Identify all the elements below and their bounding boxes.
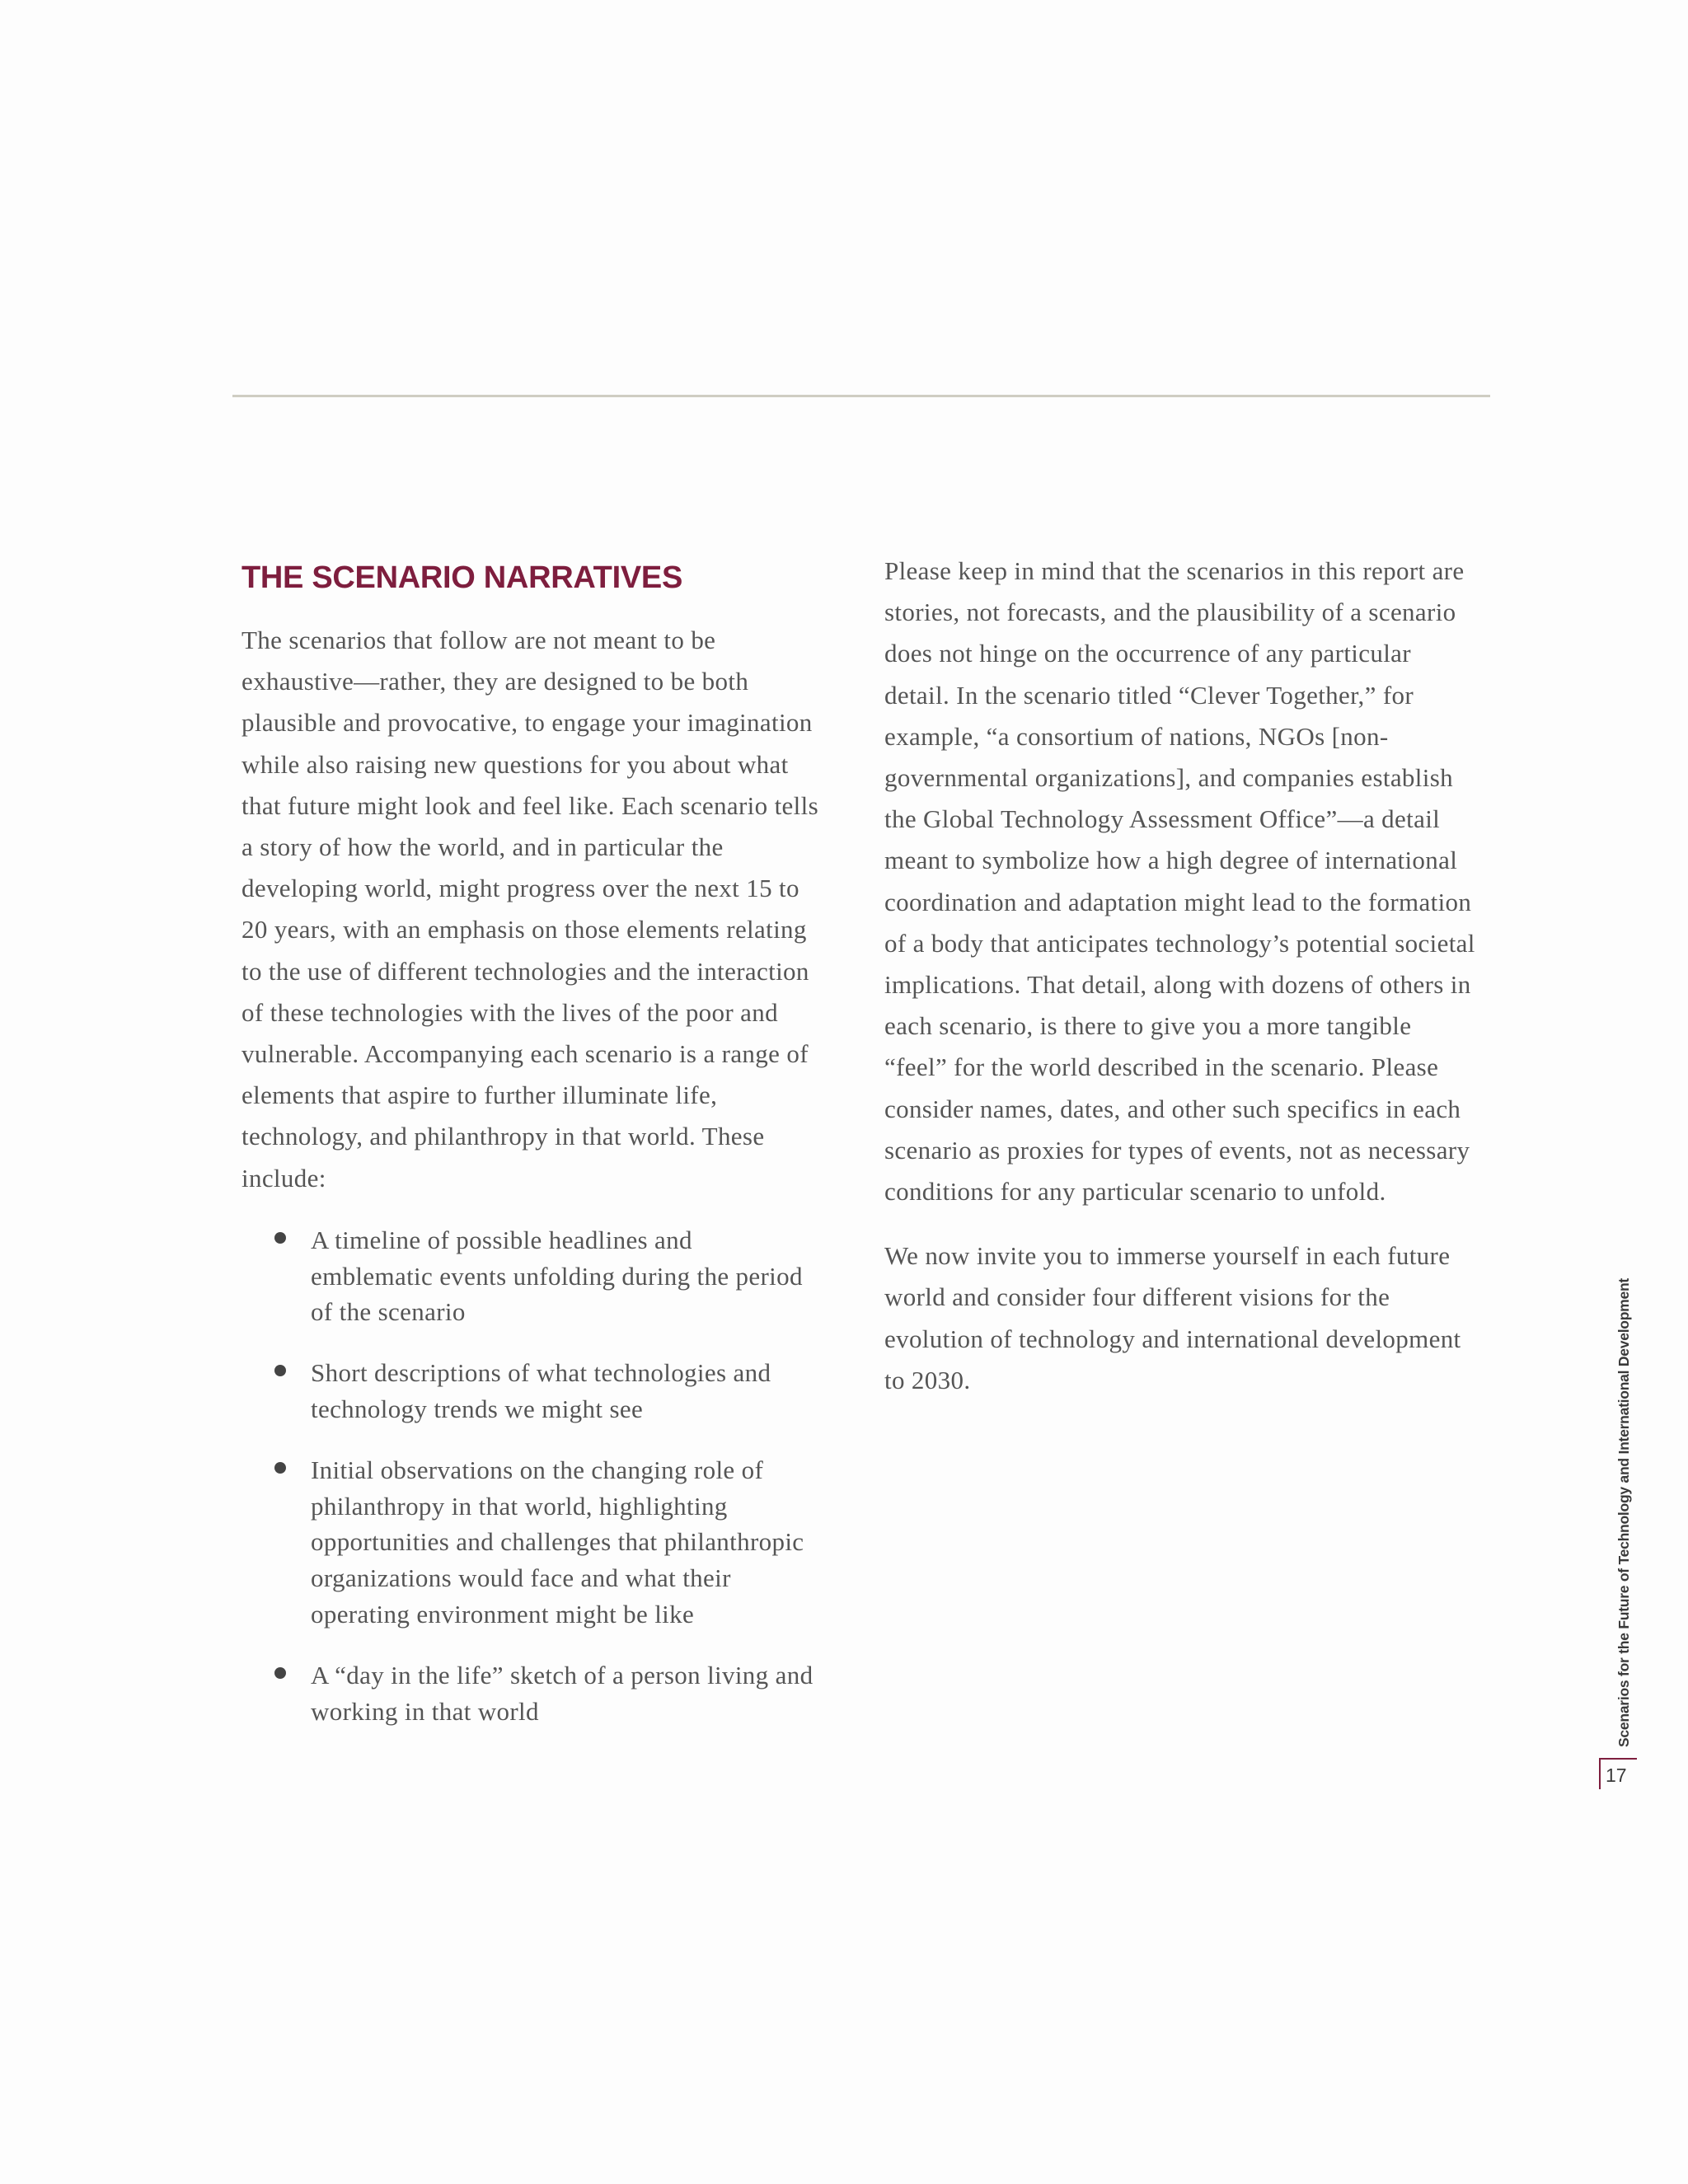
bullet-icon <box>274 1365 286 1376</box>
top-divider-rule <box>232 395 1490 397</box>
list-item-text: Initial observations on the changing role of philanthropy in that world, highlighting opportunities and challenges that philanthropic organizations would face and what their operating environment might be like <box>311 1455 804 1629</box>
bullet-icon <box>274 1462 286 1474</box>
elements-list <box>241 1222 818 1730</box>
intro-paragraph: The scenarios that follow are not meant to be exhaustive—rather, they are designed to be both plausible and provocative, to engage your imagination while also raising new questions for you about what that future might look and feel like. Each scenario tells a story of how the world, and in particular the developing world, might progress over the next 15 to 20 years, with an emphasis on those elements relating to the use of different technologies and the interaction of these technologies with the lives of the poor and vulnerable. Accompanying each scenario is a range of elements that aspire to further illuminate life, technology, and philanthropy in that world. These include: <box>241 626 818 1193</box>
page-number: 17 <box>1606 1765 1627 1786</box>
left-column <box>241 551 818 1754</box>
page-number-rule <box>1599 1758 1637 1760</box>
body-paragraph-1: Please keep in mind that the scenarios in this report are stories, not forecasts, and the plausibility of a scenario does not hinge on the occurrence of any particular detail. In the scenario titled “Clever Together,” for example, “a consortium of nations, NGOs [non-governmental organizations], and companies establish the Global Technology Assessment Office”—a detail meant to symbolize how a high degree of international coordination and adaptation might lead to the formation of a body that anticipates technology’s potential societal implications. That detail, along with dozens of others in each scenario, is there to give you a more tangible “feel” for the world described in the scenario. Please consider names, dates, and other such specifics in each scenario as proxies for types of events, not as necessary conditions for any particular scenario to unfold. <box>884 556 1475 1207</box>
list-item-text: A timeline of possible headlines and emblematic events unfolding during the period of the scenario <box>311 1225 803 1327</box>
list-item-text: A “day in the life” sketch of a person living and working in that world <box>311 1660 814 1726</box>
page-number-rule-vertical <box>1599 1758 1601 1789</box>
bullet-icon <box>274 1232 286 1244</box>
right-column <box>884 551 1478 1401</box>
running-title-text: Scenarios for the Future of Technology and International Development <box>1615 1278 1632 1747</box>
list-item <box>241 1222 818 1330</box>
section-heading: THE SCENARIO NARRATIVES <box>241 560 682 595</box>
body-paragraph-2: We now invite you to immerse yourself in each future world and consider four different visions for the evolution of technology and international development to 2030. <box>884 1241 1461 1394</box>
list-item <box>241 1355 818 1427</box>
list-item <box>241 1452 818 1633</box>
bullet-icon <box>274 1667 286 1679</box>
list-item-text: Short descriptions of what technologies and technology trends we might see <box>311 1358 771 1424</box>
list-item <box>241 1657 818 1730</box>
